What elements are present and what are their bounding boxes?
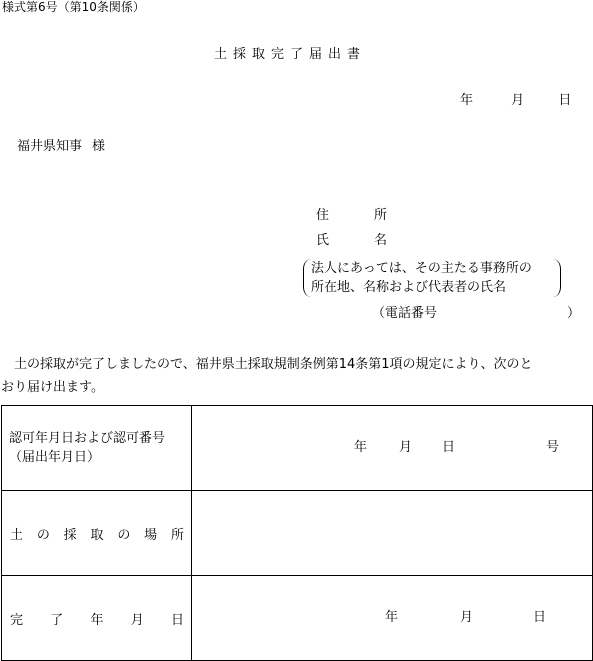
document-title: 土採取完了届出書 [214,47,367,62]
completion-value-cell[interactable] [192,576,593,661]
approval-row [2,406,593,491]
form-number-label: 様式第6号（第10条関係） [2,0,145,14]
recipient [17,140,105,153]
completion-day-label: 日 [533,610,547,625]
approval-label-cell [2,406,192,491]
approval-month-label: 月 [399,440,413,455]
recipient-name: 福井県知事 [17,139,83,154]
recipient-honorific: 様 [92,139,106,154]
approval-year-label: 年 [354,440,368,455]
body-line-1: 土の採取が完了しましたので、福井県土採取規制条例第14条第1項の規定により、次のと [1,357,533,372]
site-value-cell[interactable] [192,491,593,576]
date-year-label: 年 [460,93,474,108]
notification-table [1,405,593,661]
site-label: 土 の 採 取 の 場 所 [10,527,184,543]
approval-label-line2: （届出年月日） [9,450,101,465]
site-row [2,491,593,576]
phone-number-label: （電話番号 ） [372,306,581,321]
name-label: 氏 名 [316,233,388,248]
address-label: 住 所 [316,208,388,223]
submission-date-line [460,94,571,107]
completion-label-cell [2,576,192,661]
note-left-bracket [303,259,311,297]
date-month-label: 月 [511,93,525,108]
approval-day-label: 日 [442,440,456,455]
completion-month-label: 月 [460,610,474,625]
note-line-2: 所在地、名称および代表者の氏名 [311,280,507,295]
note-right-bracket [553,259,561,297]
note-line-1: 法人にあっては、その主たる事務所の [311,261,532,276]
completion-row [2,576,593,661]
approval-label-line1: 認可年月日および認可番号 [9,431,166,446]
completion-year-label: 年 [385,610,399,625]
completion-label: 完 了 年 月 日 [10,612,184,628]
approval-number-label: 号 [546,440,560,455]
date-day-label: 日 [558,93,572,108]
notification-body [1,353,593,399]
approval-value-cell[interactable] [192,406,593,491]
site-label-cell [2,491,192,576]
body-line-2: おり届け出ます。 [1,380,104,395]
corporation-note [303,259,561,299]
